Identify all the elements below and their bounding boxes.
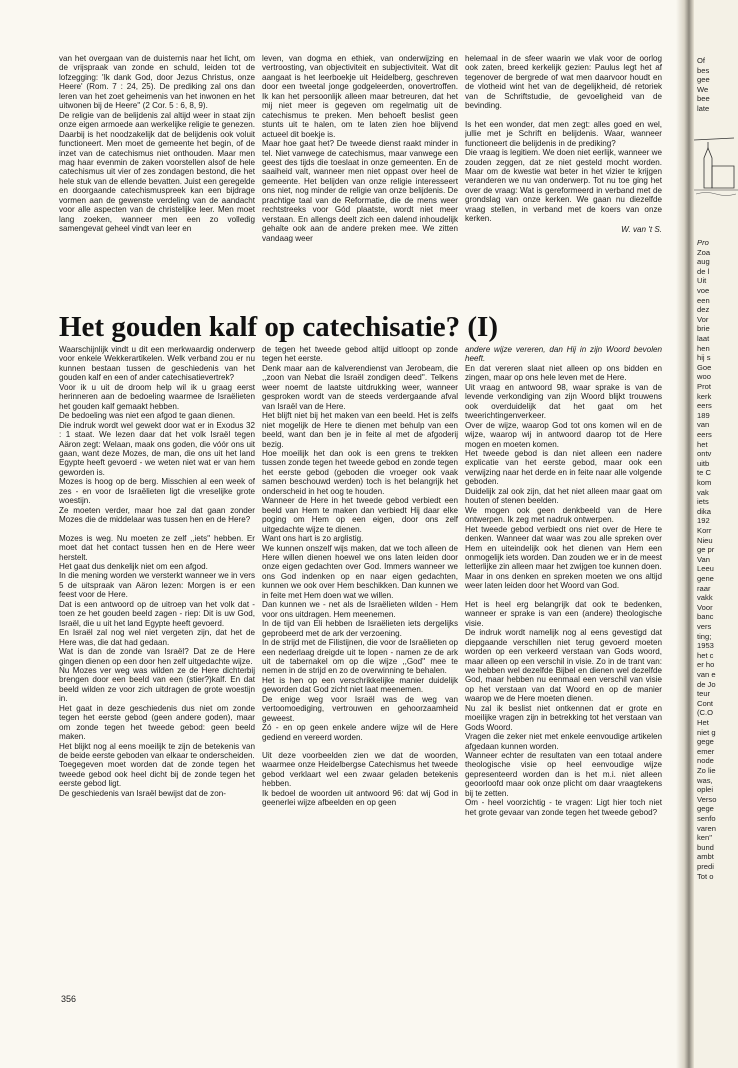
- paragraph: Nu Mozes ver weg was wilden ze de Here dichterbij brengen door een beeld van een (stier?)kalf. En dat beeld wilden ze voor zich uitdragen de grote woestijn in.: [59, 665, 255, 704]
- right-page-line: gee: [697, 75, 710, 84]
- top-article-column-3: [465, 54, 662, 306]
- paragraph: En Israël zal nog wel niet vergeten zijn, dat het de Here was, die dat had gedaan.: [59, 628, 255, 647]
- paragraph: Over de wijze, waarop God tot ons komen wil en de wijze, waarop wij in antwoord daarop tot de Here mogen en moeten komen.: [465, 420, 662, 449]
- church-illustration: [694, 136, 738, 196]
- paragraph: helemaal in de sfeer waarin we vlak voor de oorlog ook zaten, breed kerkelijk gezien: Paulus legt het af tegenover de bergrede of wat men daarvoor houdt en de vlotheid wint het van de degelijkheid, dé retoriek van de Schriftstudie, de gevoeligheid van de bevinding.: [465, 54, 662, 111]
- right-page-line: het c: [697, 650, 714, 660]
- paragraph: Mozes is weg. Nu moeten ze zelf ,,iets'' hebben. Er moet dat het contact tussen hen en de Here weer herstelt.: [59, 533, 255, 562]
- right-page-line: laat: [697, 334, 710, 343]
- right-page-line: predi: [697, 862, 714, 871]
- paragraph: Het blijft niet bij het maken van een beeld. Het is zelfs niet mogelijk de Here te dienen met behulp van een beeld, want dan ben je in feite al met de afgoderij bezig.: [262, 411, 458, 449]
- right-page-line: kerk: [697, 391, 712, 401]
- paragraph: Het blijkt nog al eens moeilijk te zijn de betekenis van de beide eerste geboden van elkaar te onderscheiden.: [59, 741, 255, 761]
- right-page-line: node: [697, 756, 714, 766]
- right-page-line: Voor: [697, 602, 713, 612]
- paragraph: Waarschijnlijk vindt u dit een merkwaardig onderwerp voor enkele Wekkerartikelen. Welk verband zou er nu kunnen bestaan tussen de geschiedenis van het gouden kalf en een of ander catechisatievertrek?: [59, 345, 255, 383]
- paragraph: In de tijd van Eli hebben de Israëlieten iets dergelijks geprobeerd met de ark der verzoening.: [262, 619, 458, 638]
- paragraph: De indruk wordt namelijk nog al eens gevestigd dat diepgaande verschillen niet terug gevoerd moeten worden op een verkeerd verstaan van Gods woord, maar alleen op een verschil in visie. Zo in de trant van: we hebben wel dezelfde Bijbel en dienen wel dezelfde God, maar hebben nu eenmaal een verschil van visie op het verstaan van dat Woord en op de manier waarop we de Here moeten dienen.: [465, 628, 662, 704]
- paragraph: Vragen die zeker niet met enkele eenvoudige artikelen afgedaan kunnen worden.: [465, 732, 662, 751]
- paragraph: Ze moeten verder, maar hoe zal dat gaan zonder Mozes die de middelaar was tussen hen en de Here?: [59, 505, 255, 525]
- paragraph: Het gaat in deze geschiedenis dus niet om zonde tegen het eerste gebod (geen andere goden), maar om zonde tegen het tweede gebod: geen beeld maken.: [59, 703, 255, 742]
- paragraph: Het is hen op een verschrikkelijke manier duidelijk geworden dat God zicht niet laat meenemen.: [262, 675, 458, 695]
- paragraph: We kunnen onszelf wijs maken, dat we toch alleen de Here willen dienen hoewel we ons laten leiden door onze eigen gedachten over God. Immers wanneer we ons God indenken op en naar eigen gedachten, kunnen we ook over Hem beschikken. Dan kunnen we in feite met Hem doen wat we willen.: [262, 543, 458, 600]
- right-page-line: brie: [697, 324, 710, 334]
- paragraph: de tegen het tweede gebod altijd uitloopt op zonde tegen het eerste.: [262, 345, 458, 364]
- author-signature: W. van 't S.: [621, 224, 662, 234]
- right-page-line: gege: [697, 804, 714, 814]
- paragraph: Toegegeven moet worden dat de zonde tegen het tweede gebod ook heel dicht bij de zonde tegen het eerste gebod ligt.: [59, 760, 255, 789]
- article-title: Het gouden kalf op catechisatie? (I): [59, 311, 498, 343]
- right-page-line: (C.O: [697, 708, 714, 718]
- paragraph: Is het een wonder, dat men zegt: alles goed en wel, jullie met je Schrift en belijdenis. Waar, wanneer functioneert die belijdenis in de prediking?: [465, 119, 662, 148]
- right-page-line: ken'': [697, 833, 713, 843]
- paragraph: De geschiedenis van Israël bewijst dat de zon-: [59, 788, 226, 798]
- right-page-line: voe: [697, 286, 710, 295]
- right-page-line: raar: [697, 583, 711, 593]
- paragraph: Maar hoe gaat het? De tweede dienst raakt minder in tel. Niet vanwege de catechismus, maar vanwege een geest des tijds die toeslaat in onze gemeenten. En de saaiheid valt, wanneer men niet oppast over heel de gemeente. Het belijden van onze religie interesseert ons niet, nog minder de religie van onze belijdenis. De prachtige taal van de Reformatie, die de mens weer rechtstreeks voor Gód plaatste, wordt niet meer verstaan. En allengs deelt zich een dalend inhoudelijk gehalte ook aan de andere preken mee. We zitten vandaag weer: [262, 139, 458, 243]
- paragraph: Het is heel erg belangrijk dat ook te bedenken, wanneer er sprake is van een (andere) theologische visie.: [465, 599, 662, 628]
- right-page-line: ting;: [697, 631, 712, 641]
- right-page-line: vers: [697, 622, 712, 631]
- right-page-line: Cont: [697, 698, 714, 708]
- paragraph: Het gaat dus denkelijk niet om een afgod.: [59, 561, 208, 571]
- right-page-line: vakk: [697, 593, 713, 603]
- main-article-column-2: [262, 345, 458, 985]
- right-page-line: Het: [697, 718, 709, 727]
- right-page-line: gene: [697, 574, 714, 583]
- right-page-line: Zo lie: [697, 766, 716, 775]
- paragraph: Wat is dan de zonde van Israël? Dat ze de Here gingen dienen op een door hen zelf uitgedachte wijze.: [59, 647, 255, 666]
- right-page-line: Of: [697, 56, 706, 65]
- right-page-line: van: [697, 420, 710, 430]
- right-page-line: eers: [697, 401, 712, 411]
- right-page-line: Zoa: [697, 247, 711, 257]
- right-page-line: kom: [697, 478, 712, 487]
- right-page-line: Pro: [697, 238, 709, 247]
- top-article-column-1: [59, 54, 255, 296]
- right-page-line: een: [697, 295, 710, 305]
- paragraph: Uit deze voorbeelden zien we dat de woorden, waarmee onze Heidelbergse Catechismus het tweede gebod verklaart wel een zwaar geladen betekenis hebben.: [262, 751, 458, 789]
- paragraph: Duidelijk zal ook zijn, dat het niet alleen maar gaat om houten of stenen beelden.: [465, 486, 662, 506]
- paragraph: Om - heel voorzichtig - te vragen: Ligt hier toch niet het grote gevaar van zonde tegen het tweede gebod?: [465, 798, 662, 817]
- paragraph: leven, van dogma en ethiek, van onderwijzing en vertroosting, van objectiviteit en subjectiviteit. Wat dit aangaat is het leerboekje uit Heidelberg, geschreven door een tweetal jonge godgeleerden, onovertroffen. Ik kan het persoonlijk alleen maar betreuren, dat het mij niet meer is gegeven om regelmatig uit de catechismus te preken. Men behoeft beslist geen stunts uit te halen, om te laten zien hoe blijvend actueel dit boekje is.: [262, 54, 458, 139]
- paragraph: Dan kunnen we - net als de Israëlieten wilden - Hem voor ons uitdragen. Hem meenemen.: [262, 600, 458, 619]
- paragraph: andere wijze vereren, dan Hij in zijn Woord bevolen heeft.: [465, 345, 662, 364]
- right-page-line: Verso: [697, 794, 717, 804]
- main-article-column-3: [465, 345, 662, 985]
- paragraph: De enige weg voor Israël was de weg van vertoomoediging, vertrouwen en gehoorzaamheid geweest.: [262, 694, 458, 723]
- right-page-line: We: [697, 84, 709, 94]
- right-page-line: Prot: [697, 382, 711, 391]
- right-page-line: Korr: [697, 526, 712, 535]
- right-page-line: woo: [697, 372, 711, 382]
- paragraph: Die indruk wordt wel gewekt door wat er in Exodus 32 : 1 staat. We lezen daar dat het volk Israël tegen Aäron zegt: Welaan, maak ons goden, die vóór ons uit gaan, want deze Mozes, de man, die ons uit het land Egypte heeft gevoerd - we weten niet wat er van hem geworden is.: [59, 420, 255, 477]
- paragraph: Mozes is hoog op de berg. Misschien al een week of zes - en voor de Israëlieten ligt die vreselijke grote woestijn.: [59, 477, 255, 506]
- right-page-line: 189: [697, 410, 710, 420]
- right-page-line: Goe: [697, 362, 712, 372]
- right-page-line: hen: [697, 343, 710, 353]
- paragraph: In de strijd met de Filistijnen, die voor de Israëlieten op een nederlaag dreigde uit te lopen - namen ze de ark uit de tabernakel om op die wijze ,,God'' mee te nemen in de strijd en zo de overwinning te behalen.: [262, 638, 458, 676]
- right-page-line: Vor: [697, 314, 709, 324]
- right-page-line: iets: [697, 497, 709, 507]
- right-page-line: late: [697, 103, 710, 113]
- right-page-fragment: [694, 0, 738, 1068]
- right-page-line: oplei: [697, 785, 714, 795]
- paragraph: Wanneer de Here in het tweede gebod verbiedt een beeld van Hem te maken dan verbiedt Hij daar elke poging om Hem op een eigen, door ons zelf uitgedachte wijze te dienen.: [262, 496, 458, 534]
- paragraph: De bedoeling was niet een afgod te gaan dienen.: [59, 411, 235, 421]
- paragraph: Die vraag is legitiem. We doen niet eerlijk, wanneer we zouden zeggen, dat ze niet gesteld mocht worden. Maar om de kwestie wat beter in het vizier te krijgen veranderen we nu van onderwerp. Tot nu toe ging het over de vraag: Wat is gereformeerd in verband met de grondslag van onze kerken. We gaan nu diezelfde vraag stellen, in verband met de koers van onze kerken.: [465, 148, 662, 224]
- right-page-line: de l: [697, 266, 710, 276]
- right-page-line: ontv: [697, 449, 712, 459]
- paragraph: Ik bedoel de woorden uit antwoord 96: dat wij God in geenerlei wijze afbeelden en op geen: [262, 788, 458, 808]
- right-page-line: vak: [697, 487, 709, 497]
- paragraph: van het overgaan van de duisternis naar het licht, om de vrijspraak van zonde en schuld, leiden tot de lofzegging: 'Ik dank God, door Jezus Christus, onze Heere' (Rom. 7 : 24, 25). De prediking zal ons dan leren van het zoet geheimenis van het inwonen en het uitwonen bij de Heere'' (2 Cor. 5 : 6, 8, 9).: [59, 54, 255, 111]
- paragraph: Voor ik u uit de droom help wil ik u graag eerst herinneren aan de bedoeling waarmee de Israëlieten het gouden kalf gemaakt hebben.: [59, 382, 255, 411]
- right-page-line: niet g: [697, 727, 716, 737]
- right-page-line: dika: [697, 506, 711, 516]
- right-page-line: Tot o: [697, 871, 714, 881]
- paragraph: Maar in ons denken en spreken moeten we ons altijd weer laten leiden door het Woord van God.: [465, 571, 662, 591]
- right-page-line: te C: [697, 468, 711, 478]
- right-page-line: 1953: [697, 641, 714, 651]
- right-page-line: teur: [697, 689, 711, 699]
- right-page-line: ge pr: [697, 545, 715, 555]
- right-page-line: 192: [697, 516, 710, 526]
- right-page-line: van e: [697, 670, 716, 679]
- right-page-line: eers: [697, 430, 712, 439]
- paragraph: Zó - en op geen enkele andere wijze wil de Here gediend en vereerd worden.: [262, 723, 458, 742]
- paragraph: Nu zal ik beslist niet ontkennen dat er grote en moeilijke vragen zijn in betrekking tot het verstaan van Gods Woord.: [465, 703, 662, 732]
- right-page-line: Leeu: [697, 564, 714, 574]
- right-page-line: het: [697, 439, 708, 449]
- paragraph: We mogen ook geen denkbeeld van de Here ontwerpen. Ik zeg met nadruk ontwerpen.: [465, 505, 662, 525]
- right-page-line: Uit: [697, 276, 707, 286]
- right-page-line: bund: [697, 842, 714, 852]
- right-page-line: de Jo: [697, 679, 716, 689]
- right-page-line: gege: [697, 737, 714, 747]
- paragraph: Wanneer echter de resultaten van een totaal andere theologische visie op heel eenvoudige wijze gepresenteerd worden dan is het m.i. niet alleen geoorloofd maar ook onze plicht om daar vraagtekens bij te zetten.: [465, 751, 662, 798]
- paragraph: Het tweede gebod is dan niet alleen een nadere explicatie van het eerste gebod, maar ook een verwijzing naar het derde en in feite naar alle volgende geboden.: [465, 448, 662, 487]
- right-page-line: banc: [697, 612, 714, 622]
- top-article-column-2: [262, 54, 458, 296]
- right-page-line: Van: [697, 554, 710, 564]
- page-number: 356: [61, 994, 77, 1004]
- paragraph: Het tweede gebod verbiedt ons niet over de Here te denken. Wanneer dat waar was zou alle spreken over Hem en uiteindelijk ook het dienen van Hem een onmogelijk iets worden. Dan zouden we er in de meest letterlijke zin alleen maar het zwijgen toe kunnen doen.: [465, 524, 662, 572]
- right-page-line: aug: [697, 257, 710, 267]
- paragraph: Hoe moeilijk het dan ook is een grens te trekken tussen zonde tegen het tweede gebod en zonde tegen het eerste gebod (geboden die vroeger ook vaak samen beschouwd werden) toch is het belangrijk het onderscheid in het oog te houden.: [262, 448, 458, 496]
- paragraph: Denk maar aan de kalverendienst van Jerobeam, die ,,zoon van Nebat die Israël zondigen deed''. Telkens weer noemt de laatste uitdrukking weer, wanneer gesproken wordt van de steeds verdergaande afval van Israël van de Here.: [262, 363, 458, 411]
- paragraph: Dat is een antwoord op de uitroep van het volk dat - toen ze het gouden beeld zagen - riep: Dit is uw God, Israël, die u uit het land Egypte heeft gevoerd.: [59, 599, 255, 628]
- right-page-line: was,: [697, 775, 713, 785]
- right-page-line: uitb: [697, 458, 710, 468]
- paragraph: En dat vereren slaat niet alleen op ons bidden en zingen, maar op ons hele leven met de Here.: [465, 363, 662, 383]
- right-page-line: hij s: [697, 353, 711, 363]
- paragraph: Want ons hart is zo arglistig.: [262, 534, 364, 544]
- right-page-line: bee: [697, 94, 710, 103]
- right-page-line: er ho: [697, 660, 715, 670]
- book-spine: [676, 0, 694, 1068]
- right-page-line: bes: [697, 65, 710, 75]
- main-article-column-1: [59, 345, 255, 985]
- paragraph: Uit vraag en antwoord 98, waar sprake is van de levende verkondiging van zijn Woord blijkt trouwens ook overduidelijk dat het gaat om het tweerichtingenverkeer.: [465, 382, 662, 421]
- right-page-line: senfo: [697, 814, 716, 823]
- right-page-line: Nieu: [697, 535, 713, 545]
- right-page-line: varen: [697, 823, 716, 833]
- paragraph: In die mening worden we versterkt wanneer we in vers 5 de uitspraak van Aäron lezen: Morgen is er een feest voor de Here.: [59, 571, 255, 600]
- right-page-line: emer: [697, 746, 715, 756]
- right-page-line: ambt: [697, 852, 714, 862]
- right-page-line: dez: [697, 305, 710, 315]
- paragraph: De religie van de belijdenis zal altijd weer in staat zijn onze eigen armoede aan werkelijke religie te genezen. Daarbij is het noodzakelijk dat de belijdenis ook voluit functioneert. Men moet de gemeente het begin, of de inzet van de catechismus niet onthouden. Maar men mag haar evenmin de zaken voorstellen alsof de hele catechismus uit vier of zes zondagen bestond, die het hele stuk van de ellende bevatten. Juist een geregelde en doorgaande catechismuspreek kan een bijdrage vormen aan de gewenste verdeling van de aandacht voor alle aspecten van de christelijke leer. Men moet lang zoeken, wanneer men een zo volledig samengevat geheel vindt van leer en: [59, 110, 255, 234]
